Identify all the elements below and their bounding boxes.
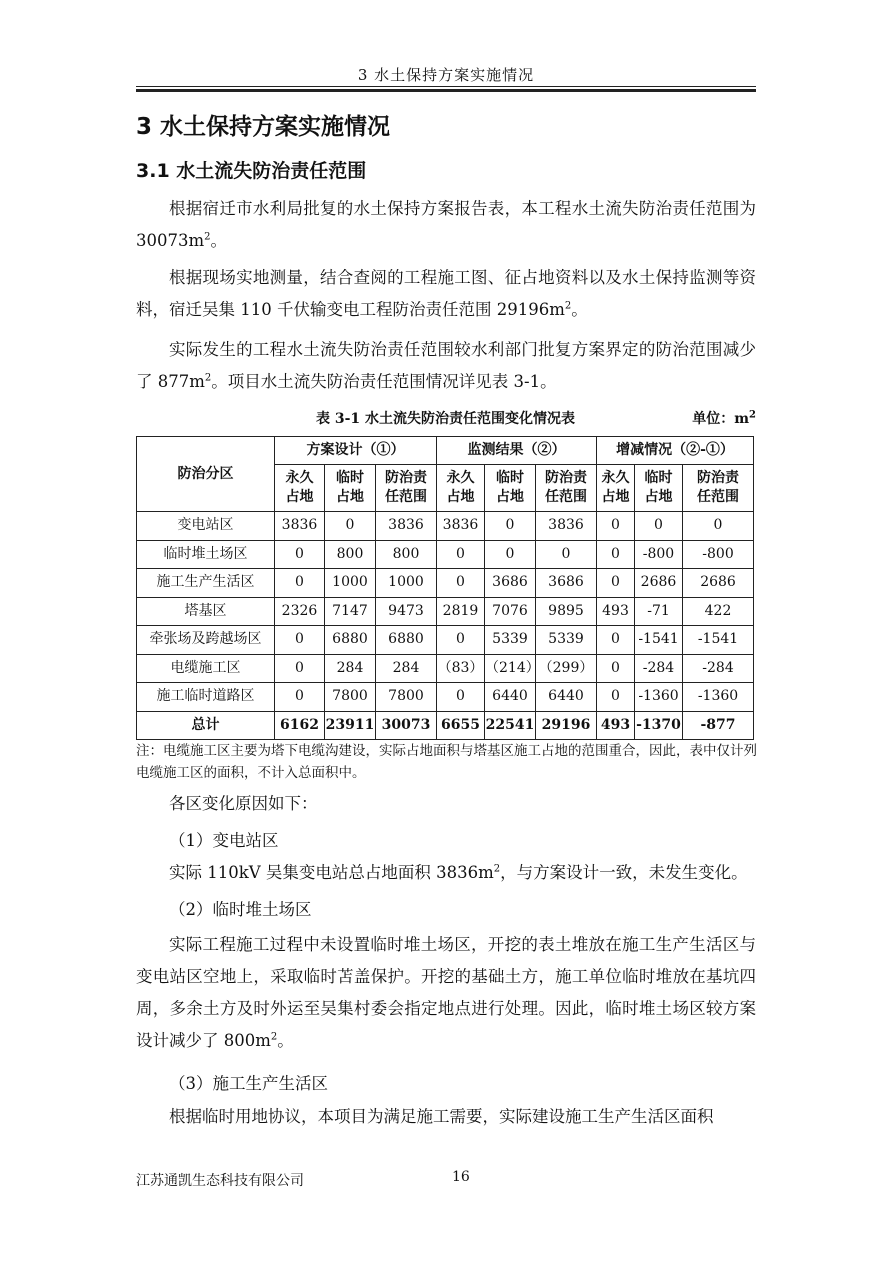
paragraph-approved-scope: 根据宿迁市水利局批复的水土保持方案报告表，本工程水土流失防治责任范围为 $30073m^2$。: [136, 199, 756, 250]
cell-value: 23911: [325, 711, 376, 739]
subheader-design-scope: 防治责 任范围: [376, 465, 437, 512]
subheader-change-scope: 防治责 任范围: [683, 465, 754, 512]
cell-value: 493: [597, 597, 635, 626]
cell-value: 0: [597, 569, 635, 598]
cell-value: 2686: [635, 569, 683, 598]
table-row: [137, 683, 754, 712]
chapter-heading: 3 水土保持方案实施情况: [136, 114, 391, 140]
changes-intro: 各区变化原因如下：: [169, 794, 318, 813]
header-group-change: 增减情况（②-①）: [597, 437, 754, 465]
cell-value: 0: [437, 540, 485, 569]
cell-value: -284: [635, 654, 683, 683]
footer-page-number: 16: [452, 1169, 470, 1185]
cell-value: 3836: [536, 512, 597, 541]
footer-company: 江苏通凯生态科技有限公司: [136, 1173, 304, 1189]
cell-value: -1360: [635, 683, 683, 712]
cell-value: 0: [275, 683, 325, 712]
cell-value: 0: [437, 626, 485, 655]
cell-zone: 塔基区: [137, 597, 275, 626]
cell-value: 3836: [437, 512, 485, 541]
section-3-text: 根据临时用地协议，本项目为满足施工需要，实际建设施工生产生活区面积: [169, 1107, 714, 1126]
cell-value: 0: [275, 654, 325, 683]
cell-value: 284: [325, 654, 376, 683]
cell-zone: 牵张场及跨越场区: [137, 626, 275, 655]
table-row: [137, 540, 754, 569]
cell-value: 6880: [325, 626, 376, 655]
cell-value: -1541: [635, 626, 683, 655]
section-1-title: （1）变电站区: [169, 831, 279, 850]
cell-value: 29196: [536, 711, 597, 739]
scope-change-table: [136, 436, 754, 740]
table-row: [137, 597, 754, 626]
table-caption-text: 表 3-1 水土流失防治责任范围变化情况表: [316, 411, 576, 427]
cell-value: 0: [275, 626, 325, 655]
cell-value: 3836: [376, 512, 437, 541]
cell-value: （83）: [437, 654, 485, 683]
cell-value: 2326: [275, 597, 325, 626]
cell-zone: 电缆施工区: [137, 654, 275, 683]
header-rule-thin: [136, 86, 756, 87]
cell-value: 3686: [485, 569, 536, 598]
cell-value: 0: [485, 540, 536, 569]
subheader-monitoring-temporary: 临时 占地: [485, 465, 536, 512]
cell-value: 0: [437, 683, 485, 712]
subheader-design-temporary: 临时 占地: [325, 465, 376, 512]
cell-value: 0: [485, 512, 536, 541]
table-caption: [136, 408, 756, 430]
cell-value: 800: [325, 540, 376, 569]
cell-value: 2686: [683, 569, 754, 598]
table-row: [137, 569, 754, 598]
cell-value: 284: [376, 654, 437, 683]
cell-zone: 施工生产生活区: [137, 569, 275, 598]
cell-value: 9473: [376, 597, 437, 626]
cell-value: 9895: [536, 597, 597, 626]
table-row: [137, 626, 754, 655]
header-title: 3 水土保持方案实施情况: [357, 66, 535, 84]
cell-value: 5339: [536, 626, 597, 655]
subheader-change-permanent: 永久 占地: [597, 465, 635, 512]
cell-value: 6162: [275, 711, 325, 739]
paragraph-measured-scope: 根据现场实地测量，结合查阅的工程施工图、征占地资料以及水土保持监测等资料，宿迁吴集 110 千伏输变电工程防治责任范围 $29196m^2$。: [136, 268, 756, 319]
cell-value: 0: [597, 626, 635, 655]
header-rule-thick: [136, 89, 756, 92]
cell-value: （214）: [485, 654, 536, 683]
cell-zone: 总计: [137, 711, 275, 739]
cell-value: 6655: [437, 711, 485, 739]
cell-value: 0: [635, 512, 683, 541]
cell-value: 0: [437, 569, 485, 598]
cell-value: 7147: [325, 597, 376, 626]
cell-value: 6880: [376, 626, 437, 655]
cell-value: （299）: [536, 654, 597, 683]
cell-value: 7076: [485, 597, 536, 626]
cell-value: 0: [597, 512, 635, 541]
cell-value: 493: [597, 711, 635, 739]
cell-value: 422: [683, 597, 754, 626]
table-row: [137, 512, 754, 541]
cell-zone: 施工临时道路区: [137, 683, 275, 712]
cell-value: 7800: [325, 683, 376, 712]
cell-value: 5339: [485, 626, 536, 655]
cell-value: 0: [275, 569, 325, 598]
cell-value: 3836: [275, 512, 325, 541]
header-zone: 防治分区: [137, 437, 275, 512]
section-1-text: 实际 110kV 吴集变电站总占地面积 $3836m^2$，与方案设计一致，未发生变化。: [169, 863, 748, 882]
header-group-monitoring: 监测结果（②）: [437, 437, 597, 465]
subheader-monitoring-scope: 防治责 任范围: [536, 465, 597, 512]
cell-value: 1000: [325, 569, 376, 598]
cell-value: -1370: [635, 711, 683, 739]
cell-value: 22541: [485, 711, 536, 739]
paragraph-scope-change: 实际发生的工程水土流失防治责任范围较水利部门批复方案界定的防治范围减少了 $877m^2$。项目水土流失防治责任范围情况详见表 3-1。: [136, 340, 756, 391]
cell-value: -1360: [683, 683, 754, 712]
subheader-monitoring-permanent: 永久 占地: [437, 465, 485, 512]
cell-value: -71: [635, 597, 683, 626]
subheader-change-temporary: 临时 占地: [635, 465, 683, 512]
section-3-title: （3）施工生产生活区: [169, 1074, 328, 1093]
cell-value: -800: [635, 540, 683, 569]
cell-value: 0: [597, 654, 635, 683]
section-2-text: 实际工程施工过程中未设置临时堆土场区，开挖的表土堆放在施工生产生活区与变电站区空地上，采取临时苫盖保护。开挖的基础土方，施工单位临时堆放在基坑四周，多余土方及时外运至吴集村委会指定地点进行处理。因此，临时堆土场区较方案设计减少了 $800m^2$。: [136, 935, 756, 1050]
cell-value: 30073: [376, 711, 437, 739]
cell-value: 0: [325, 512, 376, 541]
cell-value: 1000: [376, 569, 437, 598]
cell-value: 6440: [485, 683, 536, 712]
table-note: 注：电缆施工区主要为塔下电缆沟建设，实际占地面积与塔基区施工占地的范围重合，因此，表中仅计列电缆施工区的面积，不计入总面积中。: [136, 743, 757, 781]
cell-value: 0: [683, 512, 754, 541]
section-heading: 3.1 水土流失防治责任范围: [136, 160, 367, 182]
cell-zone: 临时堆土场区: [137, 540, 275, 569]
cell-value: -1541: [683, 626, 754, 655]
cell-value: 0: [597, 540, 635, 569]
cell-value: 0: [275, 540, 325, 569]
subheader-design-permanent: 永久 占地: [275, 465, 325, 512]
cell-value: 3686: [536, 569, 597, 598]
table-row: [137, 654, 754, 683]
section-2-title: （2）临时堆土场区: [169, 900, 312, 919]
cell-value: 800: [376, 540, 437, 569]
cell-value: 6440: [536, 683, 597, 712]
cell-value: 7800: [376, 683, 437, 712]
table-unit: 单位：$m^2$: [692, 409, 756, 427]
cell-value: -800: [683, 540, 754, 569]
cell-value: 0: [536, 540, 597, 569]
header-group-design: 方案设计（①）: [275, 437, 437, 465]
cell-value: 2819: [437, 597, 485, 626]
cell-value: -284: [683, 654, 754, 683]
cell-zone: 变电站区: [137, 512, 275, 541]
cell-value: -877: [683, 711, 754, 739]
table-total-row: [137, 711, 754, 739]
cell-value: 0: [597, 683, 635, 712]
